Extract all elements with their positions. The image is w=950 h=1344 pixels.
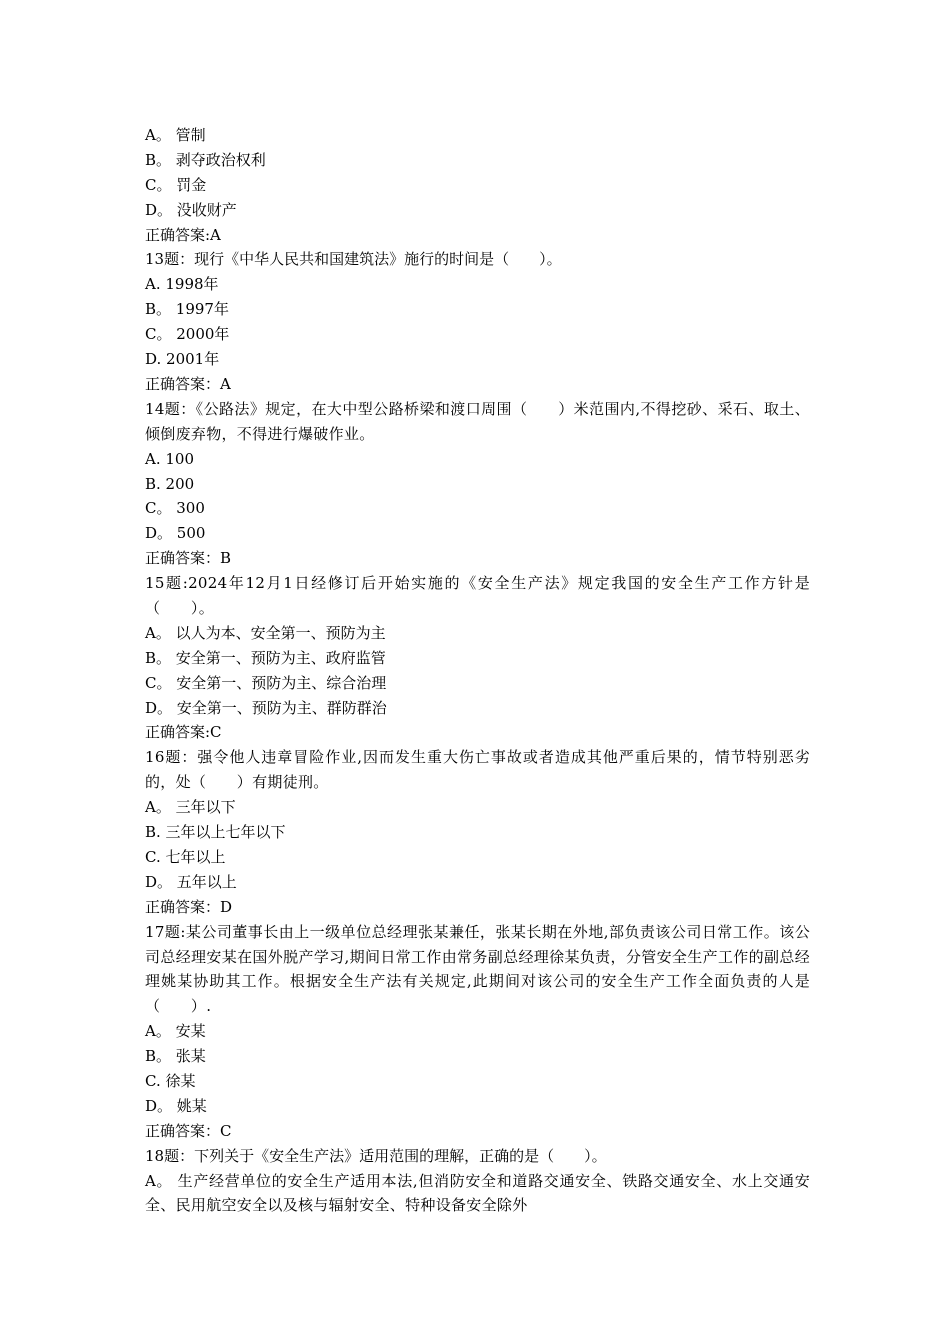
option-a: A。 管制 bbox=[145, 126, 206, 144]
exam-page bbox=[145, 123, 810, 1218]
option-b: B。 安全第一、预防为主、政府监管 bbox=[145, 648, 386, 667]
option-b: B. 三年以上七年以下 bbox=[145, 823, 286, 842]
option-a: A。 安某 bbox=[145, 1022, 206, 1041]
answer: 正确答案：A bbox=[145, 374, 231, 393]
option-c: C。 2000年 bbox=[145, 325, 230, 344]
option-c: C. 七年以上 bbox=[145, 847, 226, 866]
option-c: C。 300 bbox=[145, 499, 205, 518]
option-a: A。 生产经营单位的安全生产适用本法,但消防安全和道路交通安全、铁路交通安全、水上交通安全、民用航空安全以及核与辐射安全、特种设备安全除外 bbox=[145, 1171, 810, 1215]
option-b: B。 1997年 bbox=[145, 300, 229, 319]
answer: 正确答案：B bbox=[145, 549, 232, 568]
answer: 正确答案：C bbox=[145, 1121, 232, 1140]
option-a: A。 以人为本、安全第一、预防为主 bbox=[145, 623, 386, 642]
question-stem: 14题：《公路法》规定，在大中型公路桥梁和渡口周围（ ）米范围内,不得挖砂、采石、取土、倾倒废弃物，不得进行爆破作业。 bbox=[145, 399, 810, 443]
option-a: A。 三年以下 bbox=[145, 798, 236, 817]
option-d: D。 500 bbox=[145, 524, 206, 543]
option-d: D。 五年以上 bbox=[145, 872, 237, 891]
question-stem: 13题：现行《中华人民共和国建筑法》施行的时间是（ ）。 bbox=[145, 250, 562, 269]
option-c: C. 徐某 bbox=[145, 1072, 196, 1090]
option-d: D。 姚某 bbox=[145, 1096, 207, 1115]
option-b: B。 剥夺政治权利 bbox=[145, 150, 266, 169]
option-c: C。 罚金 bbox=[145, 175, 207, 194]
option-d: D. 2001年 bbox=[145, 350, 220, 369]
question-stem: 18题：下列关于《安全生产法》适用范围的理解，正确的是（ ）。 bbox=[145, 1146, 607, 1165]
answer: 正确答案:C bbox=[145, 723, 222, 742]
option-c: C。 安全第一、预防为主、综合治理 bbox=[145, 673, 387, 692]
question-stem: 15题:2024年12月1日经修订后开始实施的《安全生产法》规定我国的安全生产工作方针是（ ）。 bbox=[145, 574, 810, 617]
answer: 正确答案：D bbox=[145, 897, 233, 916]
option-a: A. 100 bbox=[145, 449, 194, 468]
option-d: D。 没收财产 bbox=[145, 200, 237, 219]
answer: 正确答案:A bbox=[145, 225, 221, 244]
option-a: A. 1998年 bbox=[145, 275, 219, 294]
option-b: B。 张某 bbox=[145, 1047, 206, 1066]
option-d: D。 安全第一、预防为主、群防群治 bbox=[145, 698, 387, 717]
question-stem: 17题:某公司董事长由上一级单位总经理张某兼任，张某长期在外地,部负责该公司日常工作。该公司总经理安某在国外脱产学习,期间日常工作由常务副总经理徐某负责，分管安全生产工作的副总经理姚某协助其工作。根据安全生产法有关规定,此期间对该公司的安全生产工作全面负责的人是（ ）. bbox=[145, 922, 810, 1016]
option-b: B. 200 bbox=[145, 474, 195, 493]
question-stem: 16题：强令他人违章冒险作业,因而发生重大伤亡事故或者造成其他严重后果的，情节特别恶劣的，处（ ）有期徒刑。 bbox=[145, 748, 810, 792]
